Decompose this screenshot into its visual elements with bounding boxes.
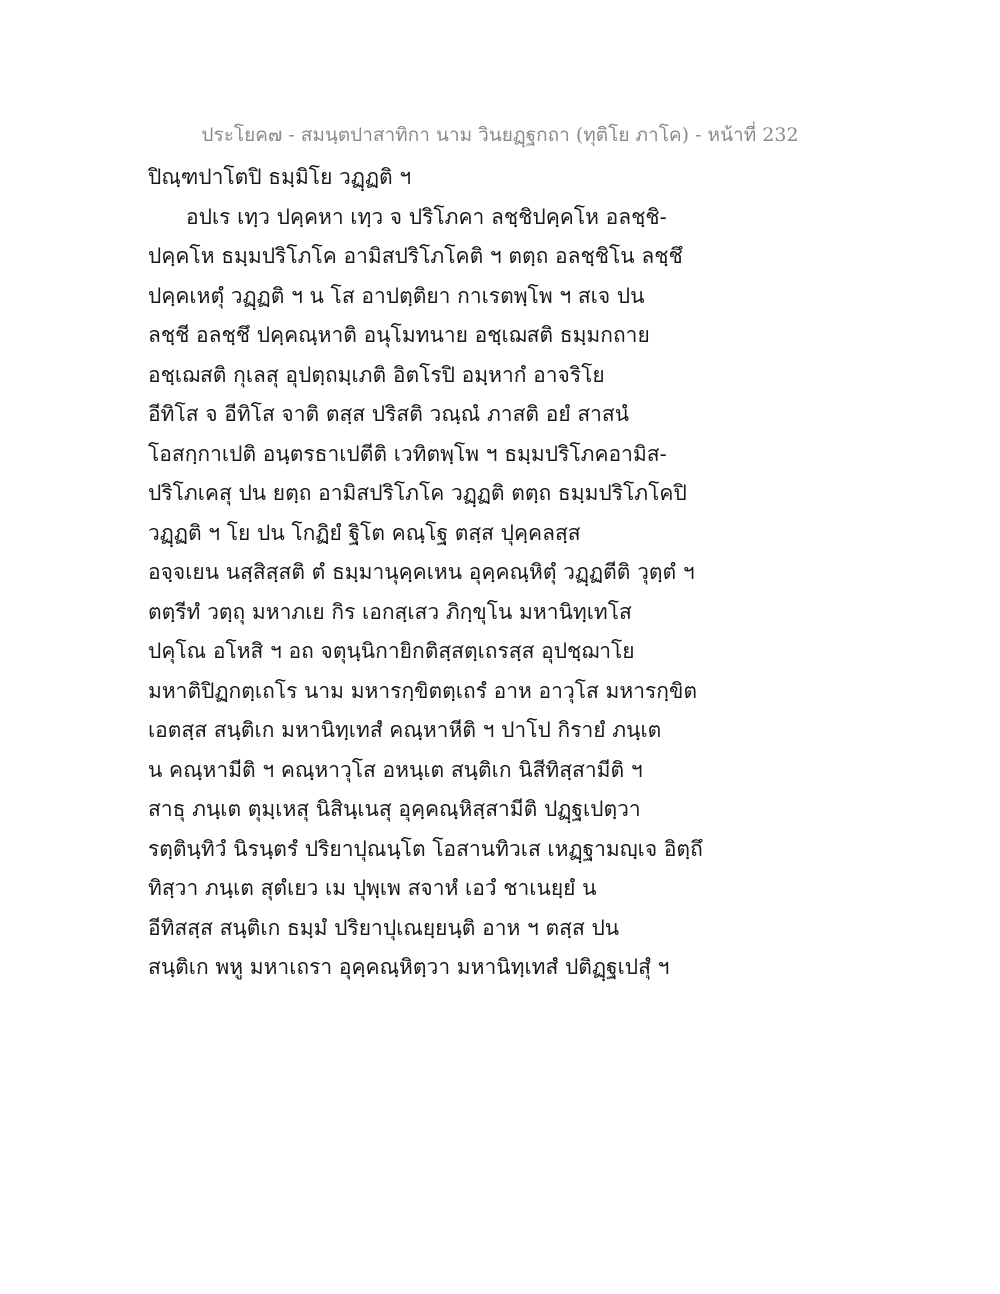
text-line: ตตฺรีทํ วตฺถุ มหาภเย กิร เอกสฺเสว ภิกฺขุโน มหานิทฺเทโส [148,599,632,624]
text-line: ทิสฺวา ภนฺเต สุตํเยว เม ปุพฺเพ สจาหํ เอวํ ชาเนยฺยํ น [148,876,597,900]
body-text [148,158,868,988]
text-line: รตฺตินฺทิวํ นิรนฺตรํ ปริยาปุณนฺโต โอสานทิวเส เหฏฺฐามญฺเจ อิตฺถึ [148,836,703,861]
text-line: เอตสฺส สนฺติเก มหานิทฺเทสํ คณฺหาหีติ ฯ ปาโป กิรายํ ภนฺเต [148,718,662,742]
text-line: อจฺจเยน นสฺสิสฺสติ ตํ ธมฺมานุคฺคเหน อุคฺคณฺหิตุํ วฏฺฏตีติ วุตฺตํ ฯ [148,560,695,584]
text-line: ปริโภเคสุ ปน ยตฺถ อามิสปริโภโค วฏฺฏติ ตตฺถ ธมฺมปริโภโคปิ [148,481,687,505]
text-line: อปเร เทฺว ปคฺคหา เทฺว จ ปริโภคา ลชฺชิปคฺคโห อลชฺชิ- [186,204,667,229]
text-line: ลชฺชี อลชฺชึ ปคฺคณฺหาติ อนุโมทนาย อชฺเฌสติ ธมฺมกถาย [148,323,650,347]
text-line: อีทิสสฺส สนฺติเก ธมฺมํ ปริยาปุเณยฺยนฺติ อาห ฯ ตสฺส ปน [148,915,620,940]
text-line: ปคุโณ อโหสิ ฯ อถ จตุนฺนิกายิกติสฺสตฺเถรสฺส อุปชฺฌาโย [148,639,635,663]
text-line: สนฺติเก พหู มหาเถรา อุคฺคณฺหิตฺวา มหานิทฺเทสํ ปติฏฺฐเปสุํ ฯ [148,955,670,979]
text-line: อชฺเฌสติ กุเลสุ อุปตฺถมฺเภติ อิตโรปิ อมฺหากํ อาจริโย [148,362,605,387]
text-line: ปคฺคโห ธมฺมปริโภโค อามิสปริโภโคติ ฯ ตตฺถ อลชฺชิโน ลชฺชึ [148,244,683,268]
text-line: โอสกฺกาเปติ อนฺตรธาเปตีติ เวทิตพฺโพ ฯ ธมฺมปริโภคอามิส- [148,441,667,466]
text-line: น คณฺหามีติ ฯ คณฺหาวุโส อหนฺเต สนฺติเก นิสีทิสฺสามีติ ฯ [148,757,643,782]
running-header: ประโยค๗ - สมนฺตปาสาทิกา นาม วินยฏฺฐกถา (ทุติโย ภาโค) - หน้าที่ 232 [201,124,799,146]
text-line: ปิณฺฑปาโตปิ ธมฺมิโย วฏฺฏติ ฯ [148,165,412,189]
text-line: อีทิโส จ อีทิโส จาติ ตสฺส ปริสติ วณฺณํ ภาสติ อยํ สาสนํ [148,402,630,426]
text-line: วฏฺฏติ ฯ โย ปน โกฏิยํ ฐิโต คณฺโฐ ตสฺส ปุคฺคลสฺส [148,520,581,545]
text-line: ปคฺคเหตุํ วฏฺฏติ ฯ น โส อาปตฺติยา กาเรตพฺโพ ฯ สเจ ปน [148,283,645,308]
text-line: สาธุ ภนฺเต ตุมฺเหสุ นิสินฺเนสุ อุคฺคณฺหิสฺสามีติ ปฏฺฐเปตฺวา [148,797,641,821]
text-line: มหาติปิฏกตฺเถโร นาม มหารกฺขิตตฺเถรํ อาห อาวุโส มหารกฺขิต [148,678,697,703]
